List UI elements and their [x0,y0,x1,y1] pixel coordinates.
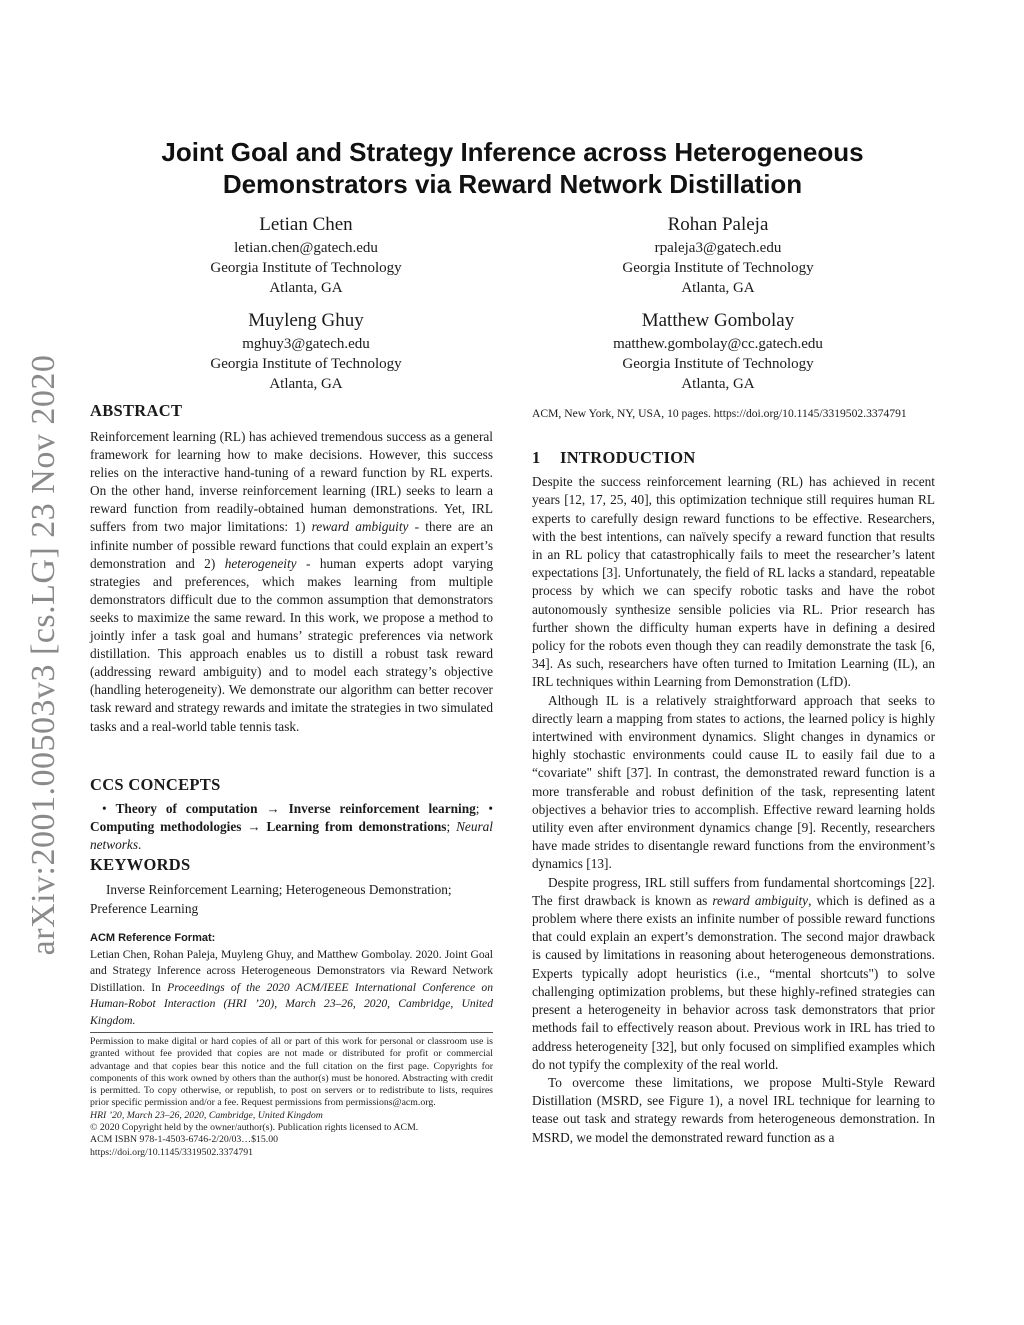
permission-notice [90,1036,493,1159]
author-location: Atlanta, GA [681,280,755,296]
ccs-concept-2b: Learning from demonstrations [266,819,447,835]
acm-reference [90,930,493,1030]
abstract-term-reward-ambiguity: reward ambiguity [311,519,409,535]
keywords-heading-wrap [90,856,493,880]
author-affiliation: Georgia Institute of Technology [210,260,402,276]
author-email: matthew.gombolay@cc.gatech.edu [613,336,823,352]
keywords-body [90,880,493,918]
abstract-heading: ABSTRACT [90,401,183,420]
author-block-4 [508,308,928,394]
ccs-arrow: → [241,819,267,835]
keywords-text: Inverse Reinforcement Learning; Heterogeneous Demonstration; Preference Learning [90,882,452,916]
ccs-concept-2a: Computing methodologies [90,819,242,835]
author-name: Letian Chen [259,214,353,235]
intro-paragraph-3 [532,874,935,1074]
intro-paragraph-1: Despite the success reinforcement learning (RL) has achieved in recent years [12, 17, 25, 40], this optimization technique still requires human RL experts to carefully design reward functions to be effective. Researchers, with the best intentions, can naïvely specify a reward function that results in an RL policy that catastrophically fails to meet the researcher’s latent expectations [3]. Unfortunately, the field of RL lacks a standard, repeatable process by which we can specify robotic tasks and have the robot autonomously synthesize sensible policies via RL. Prior research has further shown the difficulty human experts have in defining a desired policy for the robots even though they can readily demonstrate the task [6, 34]. As such, researchers have often turned to Imitation Learning (IL), an IRL techniques within Learning from Demonstration (LfD). [532,474,935,690]
author-name: Muyleng Ghuy [248,310,364,331]
section-title: INTRODUCTION [560,448,696,467]
keywords-heading: KEYWORDS [90,855,191,874]
footnote-rule [90,1032,493,1033]
author-email: rpaleja3@gatech.edu [654,240,782,256]
paper-title [90,136,935,200]
doi-link[interactable]: https://doi.org/10.1145/3319502.3374791 [90,1146,254,1158]
author-block-1 [96,212,516,298]
author-name: Matthew Gombolay [641,310,795,331]
author-location: Atlanta, GA [681,376,755,392]
acm-reference-text: Letian Chen, Rohan Paleja, Muyleng Ghuy, and Matthew Gombolay. 2020. Joint Goal and Strategy Inference across Heterogeneous Demonstrators via Reward Network Distillation. In [90,947,493,994]
ccs-bullet: • [102,801,116,816]
author-location: Atlanta, GA [269,280,343,296]
author-block-2 [508,212,928,298]
ccs-heading: CCS CONCEPTS [90,775,221,794]
abstract-text-part-1: Reinforcement learning (RL) has achieved tremendous success as a general framework for learning how to make decisions. However, this success relies on the interactive hand-tuning of a reward function by RL experts. On the other hand, inverse reinforcement learning (IRL) seeks to learn a reward function from readily-obtained human demonstrations. Yet, IRL suffers from two major limitations: 1) [90,429,493,535]
ccs-heading-wrap [90,776,493,800]
venue-line: HRI ’20, March 23–26, 2020, Cambridge, United Kingdom [90,1109,323,1121]
title-line-1: Joint Goal and Strategy Inference across Heterogeneous [161,137,864,167]
ccs-separator: ; • [475,801,493,816]
ccs-concepts-body [90,800,493,855]
author-affiliation: Georgia Institute of Technology [210,356,402,372]
acm-reference-tail: ACM, New York, NY, USA, 10 pages. https://doi.org/10.1145/3319502.3374791 [532,407,907,420]
author-location: Atlanta, GA [269,376,343,392]
author-affiliation: Georgia Institute of Technology [622,260,814,276]
ccs-concept-1a: Theory of computation [115,801,258,816]
acm-reference-continued [532,406,935,423]
arxiv-identifier-stamp: arXiv:2001.00503v3 [cs.LG] 23 Nov 2020 [25,354,62,956]
author-affiliation: Georgia Institute of Technology [622,356,814,372]
copyright-line: © 2020 Copyright held by the owner/author(s). Publication rights licensed to ACM. [90,1122,419,1134]
abstract-heading-wrap [90,402,493,426]
intro-paragraph-2: Although IL is a relatively straightforward approach that seeks to directly learn a mapping from states to actions, the learned policy is highly intertwined with environment dynamics. Slight changes in dynamics or highly stochastic environments could cause IL to easily fail due to a “covariate" shift [37]. In contrast, the demonstrated reward function is a more transferable and robust definition of the task, representing latent objectives a behavior tries to accomplish. Effective reward learning holds utility even after environment dynamics change [9]. Recently, researchers have made strides to disentangle reward functions from the environment’s dynamics [13]. [532,692,935,872]
abstract-text-part-3: - human experts adopt varying strategies and preferences, which makes learning from multiple demonstrators difficult due to the common assumption that demonstrators seeks to maximize the same reward. In this work, we propose a method to jointly infer a task goal and humans’ strategic preferences via network distillation. This approach enables us to distill a robust task reward (addressing reward ambiguity) and to model each strategy’s objective (handling heterogeneity). We demonstrate our algorithm can better recover task reward and strategy rewards and imitate the strategies in two simulated tasks and a real-world table tennis task. [90,555,493,734]
author-email: mghuy3@gatech.edu [242,336,370,352]
introduction-heading [532,449,935,467]
author-name: Rohan Paleja [667,214,769,235]
intro-term-reward-ambiguity: reward ambiguity [712,892,809,908]
intro-paragraph-4: To overcome these limitations, we propose Multi-Style Reward Distillation (MSRD, see Figure 1), a novel IRL technique for learning to tease out task and strategy rewards from heterogeneous demonstration. In MSRD, we model the demonstrated reward function as a [532,1074,935,1145]
ccs-end: . [138,837,142,853]
abstract-text-part-2: - there are an infinite number of possible reward functions that could explain an expert’s demonstration and 2) [90,519,493,571]
ccs-arrow: → [257,801,289,816]
title-line-2: Demonstrators via Reward Network Distillation [222,169,803,199]
section-number: 1 [532,448,541,467]
ccs-separator: ; [446,819,457,835]
abstract-body [90,428,493,736]
intro-p3-part-1: Despite progress, IRL still suffers from fundamental shortcomings [22]. The first drawback is known as [532,874,935,908]
introduction-section [532,449,935,1147]
intro-p3-part-2: , which is defined as a problem where there exists an infinite number of possible reward functions that could explain an expert’s demonstration. The second major drawback is caused by limitations in reasoning about heterogeneous demonstrations. Experts typically adopt heuristics (i.e., “mental shortcuts") to solve challenging optimization problems, but these highly-refined strategies can present a heterogeneity in behavior across task demonstrators that prior methods fail to effectively reason about. Previous work in IRL has tried to address heterogeneity [32], but only focused on simplified examples which do not typify the complexity of the real world. [532,892,935,1072]
permission-text: Permission to make digital or hard copies of all or part of this work for personal or classroom use is granted without fee provided that copies are not made or distributed for profit or commercial advantage and that copies bear this notice and the full citation on the first page. Copyrights for components of this work owned by others than the author(s) must be honored. Abstracting with credit is permitted. To copy otherwise, or republish, to post on servers or to redistribute to lists, requires prior specific permission and/or a fee. Request permissions from permissions@acm.org. [90,1036,493,1109]
author-email: letian.chen@gatech.edu [234,240,378,256]
acm-reference-proceedings: Proceedings of the 2020 ACM/IEEE International Conference on Human-Robot Interaction (HRI ’20), March 23–26, 2020, Cambridge, United Kingdom. [90,980,493,1027]
abstract-term-heterogeneity: heterogeneity [224,555,297,571]
isbn-line: ACM ISBN 978-1-4503-6746-2/20/03…$15.00 [90,1134,279,1146]
author-block-3 [96,308,516,394]
ccs-concept-1b: Inverse reinforcement learning [288,801,476,816]
ccs-concept-2c: Neural networks [90,819,493,853]
acm-reference-heading: ACM Reference Format: [90,932,216,944]
